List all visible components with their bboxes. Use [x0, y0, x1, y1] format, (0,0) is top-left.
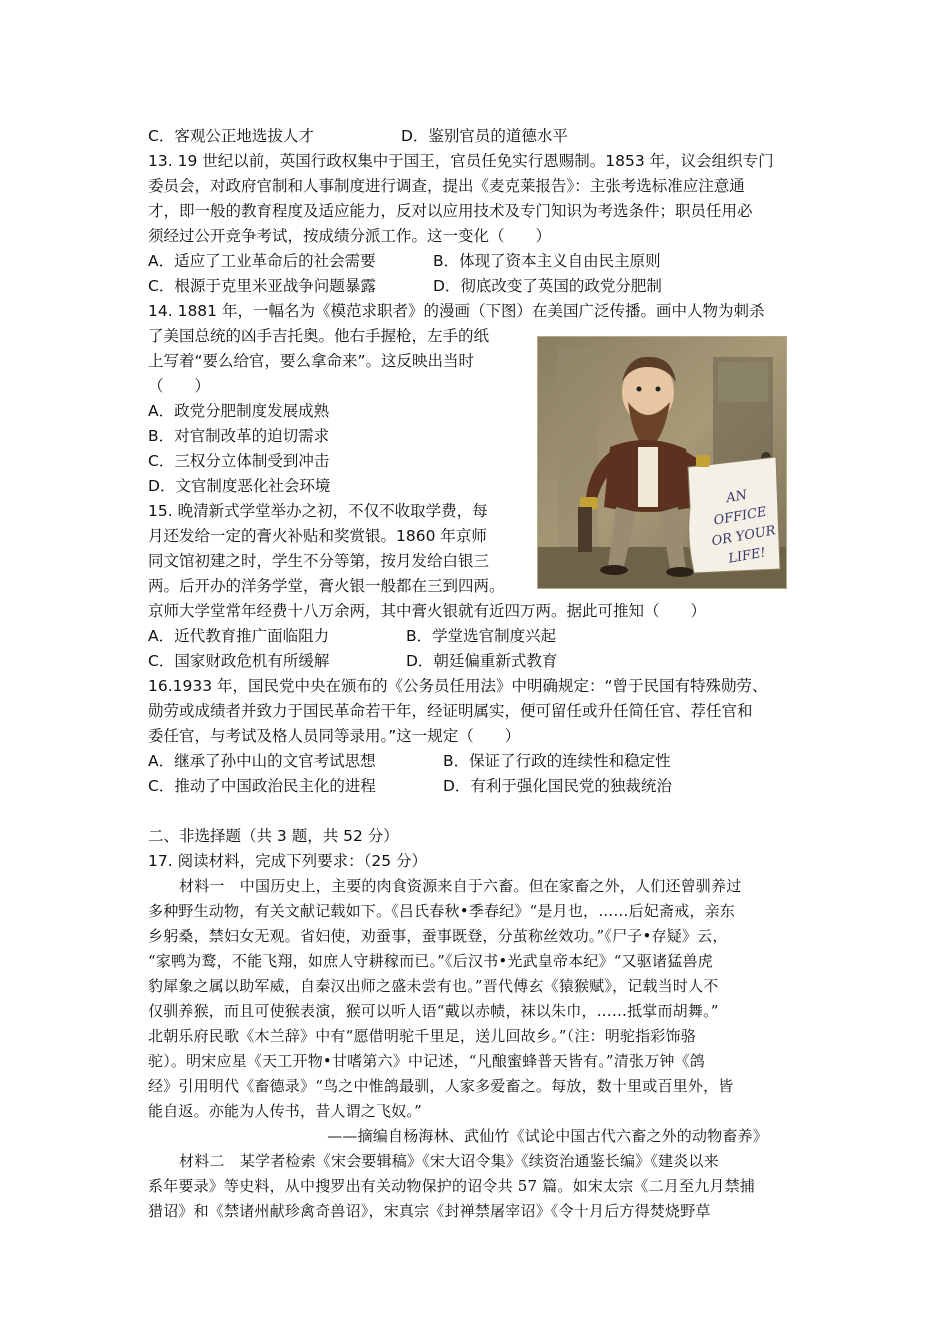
q16-option-d[interactable]: D．有利于强化国民党的独裁统治	[443, 777, 672, 795]
q17-prompt: 17. 阅读材料，完成下列要求：（25 分）	[148, 852, 427, 870]
q14-line: 上写着“要么给官，要么拿命来”。这反映出当时	[148, 352, 475, 370]
q13-line: 须经过公开竞争考试，按成绩分派工作。这一变化（ ）	[148, 227, 552, 245]
q13-line: 才，即一般的教育程度及适应能力，反对以应用技术及专门知识为考选条件；职员任用必	[148, 202, 753, 220]
q13-options-row-1	[148, 249, 808, 274]
q15-option-c[interactable]: C．国家财政危机有所缓解	[148, 652, 330, 670]
material1-line: 材料一 中国历史上，主要的肉食资源来自于六畜。但在家畜之外，人们还曾驯养过	[179, 877, 742, 895]
q15-line: 15. 晚清新式学堂举办之初，不仅不收取学费，每	[148, 502, 488, 520]
cartoon-figure	[537, 336, 787, 589]
material1-line: 驼）。明宋应星《天工开物•甘嗜第六》中记述，“凡酿蜜蜂普天皆有。”清张万钟《鸽	[148, 1052, 705, 1070]
q16-line: 委任官，与考试及格人员同等录用。”这一规定（ ）	[148, 727, 521, 745]
q16-options-row-2	[148, 774, 808, 799]
q14-option-b[interactable]: B．对官制改革的迫切需求	[148, 427, 330, 445]
q14-option-d[interactable]: D．文官制度恶化社会环境	[148, 477, 331, 495]
q12-options-row	[148, 124, 808, 149]
q12-option-c[interactable]: C．客观公正地选拔人才	[148, 127, 314, 145]
q12-option-d[interactable]: D．鉴别官员的道德水平	[401, 127, 568, 145]
material1-line: 豹犀象之属以助军威，自秦汉出师之盛未尝有也。”晋代傅玄《猿猴赋》，记载当时人不	[148, 977, 719, 995]
q16-option-a[interactable]: A．继承了孙中山的文官考试思想	[148, 752, 376, 770]
material1-line: 仅驯养猴，而且可使猴表演，猴可以听人语“戴以赤帻，袜以朱巾，……抵掌而胡舞。”	[148, 1002, 719, 1020]
q15-line: 同文馆初建之时，学生不分等第，按月发给白银三	[148, 552, 490, 570]
q14-line: 14. 1881 年，一幅名为《模范求职者》的漫画（下图）在美国广泛传播。画中人物为刺杀	[148, 302, 765, 320]
q14-option-a[interactable]: A．政党分肥制度发展成熟	[148, 402, 330, 420]
q16-option-b[interactable]: B．保证了行政的连续性和稳定性	[443, 752, 671, 770]
material2-line: 猎诏》和《禁诸州献珍禽奇兽诏》，宋真宗《封禅禁屠宰诏》《令十月后方得焚烧野草	[148, 1202, 711, 1220]
section-title: 二、非选择题（共 3 题，共 52 分）	[148, 827, 399, 845]
q16-line: 16.1933 年，国民党中央在颁布的《公务员任用法》中明确规定：“曾于民国有特殊勋劳、	[148, 677, 768, 695]
q13-options-row-2	[148, 274, 808, 299]
material1-line: 多种野生动物，有关文献记载如下。《吕氏春秋•季春纪》“是月也，……后妃斋戒，亲东	[148, 902, 736, 920]
q14-line: 了美国总统的凶手吉托奥。他右手握枪，左手的纸	[148, 327, 490, 345]
material1-line: 经》引用明代《畜德录》“鸟之中惟鸽最驯，人家多爱畜之。每放，数十里或百里外，皆	[148, 1077, 734, 1095]
q14-option-c[interactable]: C．三权分立体制受到冲击	[148, 452, 330, 470]
material1-line: 能自返。亦能为人传书，昔人谓之飞奴。”	[148, 1102, 422, 1120]
q16-line: 勋劳或成绩者并致力于国民革命若干年，经证明属实，便可留任或升任简任官、荐任官和	[148, 702, 753, 720]
q13-option-c[interactable]: C．根源于克里米亚战争问题暴露	[148, 277, 376, 295]
q15-line: 京师大学堂常年经费十八万余两，其中膏火银就有近四万两。据此可推知（ ）	[148, 602, 707, 620]
q15-line: 月还发给一定的膏火补贴和奖赏银。1860 年京师	[148, 527, 487, 545]
material2-line: 材料二 某学者检索《宋会要辑稿》《宋大诏令集》《续资治通鉴长编》《建炎以来	[179, 1152, 719, 1170]
q16-option-c[interactable]: C．推动了中国政治民主化的进程	[148, 777, 376, 795]
material1-line: “家鸭为鹜，不能飞翔，如庶人守耕稼而已。”《后汉书•光武皇帝本纪》“又驱诸猛兽虎	[148, 952, 713, 970]
q15-option-d[interactable]: D．朝廷偏重新式教育	[406, 652, 558, 670]
material1-line: 乡躬桑，禁妇女无观。省妇使，劝蚕事，蚕事既登，分茧称丝效功。”《尸子•存疑》云，	[148, 927, 728, 945]
q13-option-b[interactable]: B．体现了资本主义自由民主原则	[433, 252, 661, 270]
q13-line: 委员会，对政府官制和人事制度进行调查，提出《麦克莱报告》：主张考选标准应注意通	[148, 177, 745, 195]
q15-line: 两。后开办的洋务学堂，膏火银一般都在三到四两。	[148, 577, 505, 595]
q14-line: （ ）	[148, 377, 211, 395]
material1-line: 北朝乐府民歌《木兰辞》中有“愿借明驼千里足，送儿回故乡。”（注：明驼指彩饰骆	[148, 1027, 696, 1045]
material2-line: 系年要录》等史料，从中搜罗出有关动物保护的诏令共 57 篇。如宋太宗《二月至九月禁捕	[148, 1177, 756, 1195]
q16-options-row-1	[148, 749, 808, 774]
q13-option-d[interactable]: D．彻底改变了英国的政党分肥制	[433, 277, 662, 295]
q13-option-a[interactable]: A．适应了工业革命后的社会需要	[148, 252, 376, 270]
q13-line: 13. 19 世纪以前，英国行政权集中于国王，官员任免实行恩赐制。1853 年，议会组织专门	[148, 152, 774, 170]
q15-option-a[interactable]: A．近代教育推广面临阻力	[148, 627, 330, 645]
q15-options-row-2	[148, 649, 808, 674]
material1-attribution: ——摘编自杨海林、武仙竹《试论中国古代六畜之外的动物畜养》	[327, 1127, 768, 1145]
q15-option-b[interactable]: B．学堂选官制度兴起	[406, 627, 557, 645]
cartoon-paper-text: AN OFFICE OR YOUR LIFE!	[710, 487, 777, 567]
q15-options-row-1	[148, 624, 808, 649]
